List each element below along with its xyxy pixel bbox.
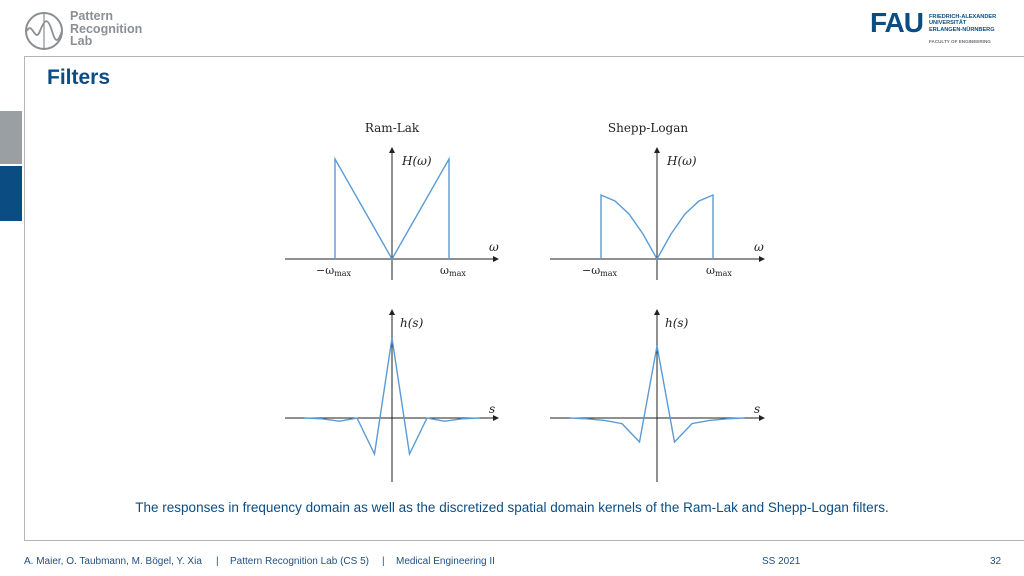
lab-name-line-1: Pattern (70, 9, 114, 23)
shepplogan-title: Shepp-Logan (607, 121, 689, 135)
shepplogan-tick-pos (706, 264, 732, 278)
shepplogan-freq-ylabel: H(ω) (667, 154, 697, 168)
shepplogan-tick-neg-sub: max (600, 269, 618, 278)
shepplogan-tick-neg (582, 264, 618, 278)
slide-header (0, 0, 1024, 56)
figure-caption: The responses in frequency domain as well as the discretized spatial domain kernels of the Ram-Lak and Shepp-Logan filters. (135, 500, 889, 515)
ramlak-spatial-ylabel: h(s) (400, 316, 424, 330)
fau-logo (870, 9, 1010, 47)
side-tab-blue (0, 166, 22, 221)
filter-plots (270, 110, 780, 490)
lab-name-line-2: Recognition (70, 21, 143, 36)
footer-divider (24, 540, 1024, 541)
fau-name-line-3: ERLANGEN-NÜRNBERG (929, 26, 995, 33)
ramlak-spatial-xlabel: s (489, 402, 496, 416)
filter-figure (270, 110, 780, 490)
shepplogan-spatial-xlabel: s (754, 402, 761, 416)
ramlak-tick-pos (440, 264, 466, 278)
footer-semester: SS 2021 (762, 556, 801, 567)
fau-faculty: FACULTY OF ENGINEERING (929, 39, 991, 44)
footer-lab: Pattern Recognition Lab (CS 5) (230, 556, 369, 567)
pattern-recognition-lab-logo (24, 10, 174, 52)
fau-name-line-2: UNIVERSITÄT (929, 20, 967, 27)
shepplogan-tick-pos-sub: max (714, 269, 732, 278)
footer-separator-1: | (216, 556, 219, 567)
ramlak-tick-pos-base: ω (440, 264, 449, 277)
ramlak-tick-neg-base: −ω (316, 264, 335, 277)
shepplogan-freq-xlabel: ω (754, 240, 764, 254)
side-tab-gray (0, 111, 22, 164)
footer-course: Medical Engineering II (396, 556, 495, 567)
ramlak-title: Ram-Lak (364, 121, 420, 135)
fau-name-line-1: FRIEDRICH-ALEXANDER (929, 14, 997, 20)
fau-university-name (929, 14, 1009, 33)
ramlak-freq-ylabel: H(ω) (402, 154, 432, 168)
ramlak-tick-neg-sub: max (334, 269, 352, 278)
shepplogan-tick-neg-base: −ω (582, 264, 601, 277)
lab-name-line-3: Lab (70, 34, 93, 48)
left-frame-line (24, 56, 25, 540)
fau-wordmark: FAU (870, 7, 923, 38)
ramlak-tick-neg (316, 264, 352, 278)
shepplogan-tick-pos-base: ω (706, 264, 715, 277)
ramlak-tick-pos-sub: max (448, 269, 466, 278)
lab-name (70, 10, 142, 48)
slide-title: Filters (47, 66, 111, 89)
lab-logo-icon (24, 10, 66, 52)
footer-page-number: 32 (990, 556, 1002, 567)
shepplogan-spatial-ylabel: h(s) (665, 316, 689, 330)
header-divider (24, 56, 1024, 57)
ramlak-freq-xlabel: ω (489, 240, 499, 254)
footer-authors: A. Maier, O. Taubmann, M. Bögel, Y. Xia (24, 556, 202, 567)
footer-separator-2: | (382, 556, 385, 567)
